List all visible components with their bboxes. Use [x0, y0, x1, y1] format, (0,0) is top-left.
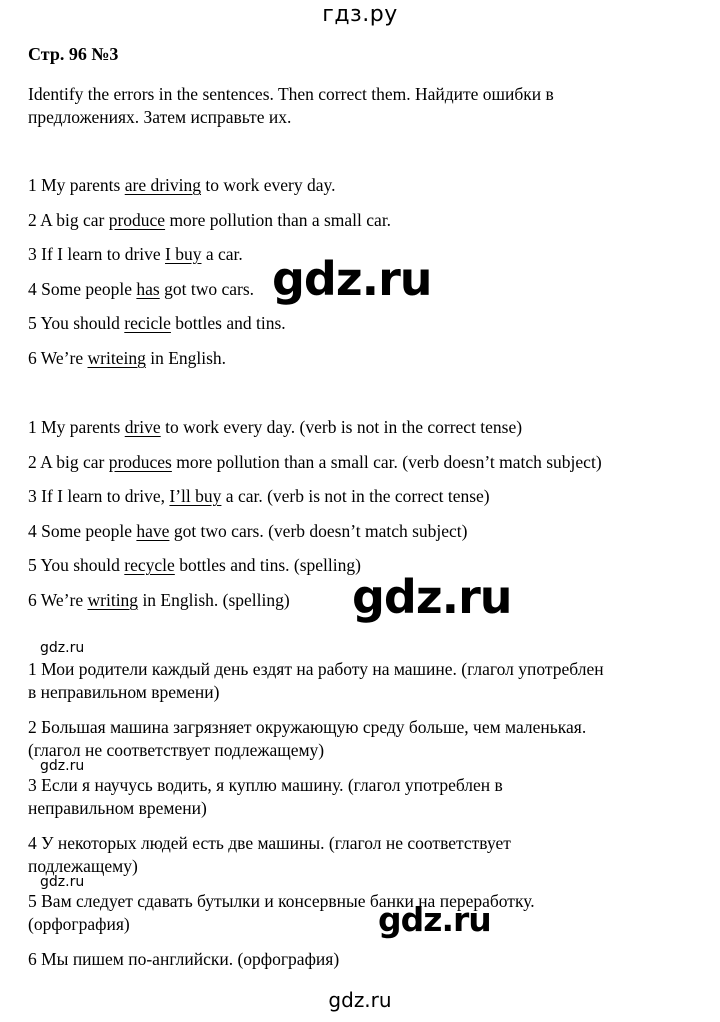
- sentence-1: 1 My parents are driving to work every day.: [28, 175, 336, 195]
- translation-3-line-1: 3 Если я научусь водить, я куплю машину. (глагол употреблен в: [28, 775, 503, 795]
- sentence-3: 3 If I learn to drive I buy a car.: [28, 244, 243, 264]
- corrected-word: have: [136, 521, 170, 541]
- page-reference: Стр. 96 №3: [28, 44, 119, 64]
- correction-5: 5 You should recycle bottles and tins. (spelling): [28, 555, 361, 575]
- translation-4-line-2: подлежащему): [28, 856, 138, 876]
- site-header: гдз.ру: [322, 2, 398, 27]
- correction-2: 2 A big car produces more pollution than a small car. (verb doesn’t match subject): [28, 452, 602, 472]
- translation-1-line-2: в неправильном времени): [28, 682, 220, 702]
- error-word: writeing: [87, 348, 146, 368]
- translation-1-line-1: 1 Мои родители каждый день ездят на работу на машине. (глагол употреблен: [28, 659, 604, 679]
- sentence-6: 6 We’re writeing in English.: [28, 348, 227, 368]
- corrected-word: produces: [108, 452, 172, 472]
- sentence-4: 4 Some people has got two cars.: [28, 279, 255, 299]
- corrected-word: writing: [87, 590, 139, 610]
- watermark-small: gdz.ru: [40, 640, 85, 656]
- translation-2-line-2: (глагол не соответствует подлежащему): [28, 740, 325, 760]
- task-instruction-line-1: Identify the errors in the sentences. Then correct them. Найдите ошибки в: [28, 84, 554, 104]
- watermark-medium: gdz.ru: [378, 900, 491, 939]
- error-word: recicle: [124, 313, 171, 333]
- sentence-5: 5 You should recicle bottles and tins.: [28, 313, 286, 333]
- translation-5-line-2: (орфография): [28, 914, 130, 934]
- error-word: I buy: [165, 244, 202, 264]
- correction-3: 3 If I learn to drive, I’ll buy a car. (verb is not in the correct tense): [28, 486, 490, 506]
- translation-2-line-1: 2 Большая машина загрязняет окружающую среду больше, чем маленькая.: [28, 717, 587, 737]
- error-word: has: [136, 279, 160, 299]
- watermark-footer: gdz.ru: [328, 988, 392, 1012]
- translation-4-line-1: 4 У некоторых людей есть две машины. (глагол не соответствует: [28, 833, 511, 853]
- sentence-2: 2 A big car produce more pollution than a small car.: [28, 210, 392, 230]
- watermark-small: gdz.ru: [40, 758, 85, 774]
- error-word: are driving: [124, 175, 202, 195]
- correction-6: 6 We’re writing in English. (spelling): [28, 590, 290, 610]
- watermark-small: gdz.ru: [40, 874, 85, 890]
- corrected-word: recycle: [124, 555, 175, 575]
- error-word: produce: [108, 210, 166, 230]
- corrected-word: I’ll buy: [169, 486, 222, 506]
- corrected-word: drive: [124, 417, 161, 437]
- translation-5-line-1: 5 Вам следует сдавать бутылки и консервные банки на переработку.: [28, 891, 535, 911]
- correction-1: 1 My parents drive to work every day. (verb is not in the correct tense): [28, 417, 523, 437]
- watermark-large: gdz.ru: [272, 252, 432, 306]
- translation-6-line-1: 6 Мы пишем по-английски. (орфография): [28, 949, 340, 969]
- correction-4: 4 Some people have got two cars. (verb doesn’t match subject): [28, 521, 468, 541]
- watermark-large: gdz.ru: [352, 570, 512, 624]
- translation-3-line-2: неправильном времени): [28, 798, 207, 818]
- task-instruction-line-2: предложениях. Затем исправьте их.: [28, 107, 292, 127]
